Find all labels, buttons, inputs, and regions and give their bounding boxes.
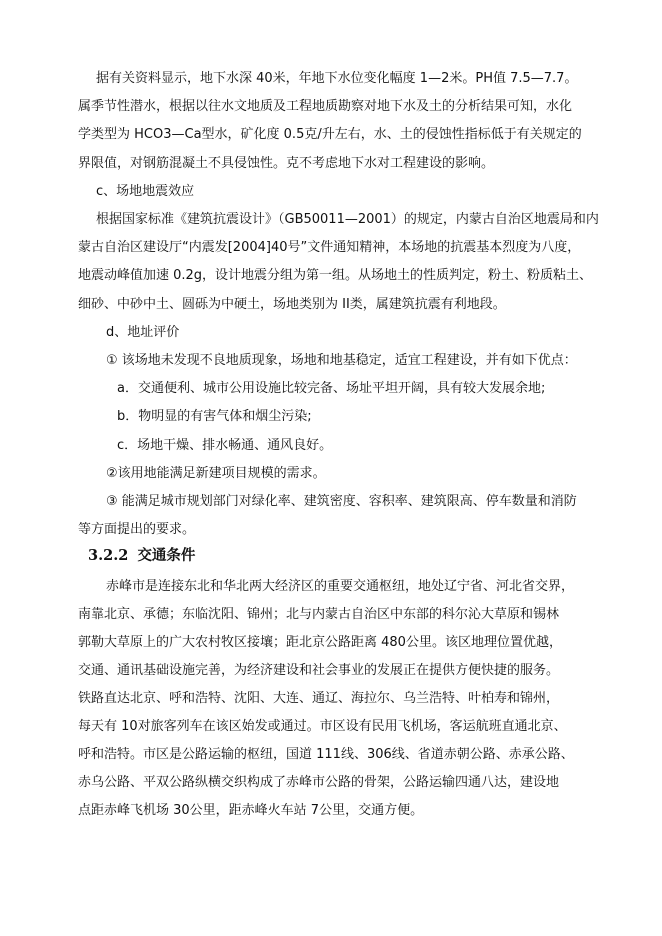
seismic-line-4: 细砂、中砂中土、圆砾为中硬土，场地类别为 II类，属建筑抗震有利地段。 [78, 297, 506, 312]
transport-line-3: 郭勒大草原上的广大农村牧区接壤；距北京公路距离 480公里。该区地理位置优越， [78, 635, 562, 650]
transport-line-4: 交通、通讯基础设施完善，为经济建设和社会事业的发展正在提供方便快捷的服务。 [78, 663, 560, 678]
site-evaluation-item-3-line-2: 等方面提出的要求。 [78, 522, 196, 537]
groundwater-line-1: 据有关资料显示，地下水深 40米，年地下水位变化幅度 1—2米。PH值 7.5—7.7。 [96, 71, 578, 86]
groundwater-line-3: 学类型为 HCO3—Ca型水，矿化度 0.5克/升左右，水、土的侵蚀性指标低于有关规定的 [78, 127, 582, 142]
seismic-title: c、场地地震效应 [96, 184, 195, 199]
transport-line-8: 赤乌公路、平双公路纵横交织构成了赤峰市公路的骨架，公路运输四通八达，建设地 [78, 775, 560, 790]
section-heading [88, 546, 195, 566]
transport-line-1: 赤峰市是连接东北和华北两大经济区的重要交通枢纽，地处辽宁省、河北省交界， [106, 579, 575, 594]
transport-line-5: 铁路直达北京、呼和浩特、沈阳、大连、通辽、海拉尔、乌兰浩特、叶柏寿和锦州， [78, 691, 560, 706]
transport-line-7: 呼和浩特。市区是公路运输的枢纽，国道 111线、306线、省道赤朝公路、赤承公路、 [78, 747, 574, 762]
site-evaluation-sub-b: b．物明显的有害气体和烟尘污染; [117, 409, 312, 424]
groundwater-line-4: 界限值，对钢筋混凝土不具侵蚀性。克不考虑地下水对工程建设的影响。 [78, 156, 495, 171]
site-evaluation-item-3-line-1: ③ 能满足城市规划部门对绿化率、建筑密度、容积率、建筑限高、停车数量和消防 [106, 494, 577, 509]
seismic-line-2: 蒙古自治区建设厅“内震发[2004]40号”文件通知精神，本场地的抗震基本烈度为八度， [78, 240, 581, 255]
transport-line-6: 每天有 10对旅客列车在该区始发或通过。市区设有民用飞机场，客运航班直通北京、 [78, 719, 567, 734]
transport-line-9: 点距赤峰飞机场 30公里，距赤峰火车站 7公里，交通方便。 [78, 803, 424, 818]
section-title: 交通条件 [137, 547, 196, 564]
groundwater-line-2: 属季节性潜水，根据以往水文地质及工程地质勘察对地下水及土的分析结果可知，水化 [78, 99, 573, 114]
seismic-line-1: 根据国家标准《建筑抗震设计》（GB50011—2001）的规定，内蒙古自治区地震局和内 [96, 212, 599, 227]
site-evaluation-title: d、地址评价 [106, 325, 180, 340]
section-number: 3.2.2 [88, 547, 129, 564]
site-evaluation-item-1: ① 该场地未发现不良地质现象，场地和地基稳定，适宜工程建设，并有如下优点： [106, 353, 577, 368]
seismic-line-3: 地震动峰值加速 0.2g，设计地震分组为第一组。从场地土的性质判定，粉土、粉质粘土、 [78, 268, 593, 283]
site-evaluation-sub-a: a．交通便利、城市公用设施比较完备、场址平坦开阔，具有较大发展余地; [117, 381, 546, 396]
site-evaluation-item-2: ②该用地能满足新建项目规模的需求。 [106, 466, 326, 481]
site-evaluation-sub-c: c．场地干燥、排水畅通、通风良好。 [117, 438, 333, 453]
transport-line-2: 南靠北京、承德；东临沈阳、锦州；北与内蒙古自治区中东部的科尔沁大草原和锡林 [78, 607, 560, 622]
